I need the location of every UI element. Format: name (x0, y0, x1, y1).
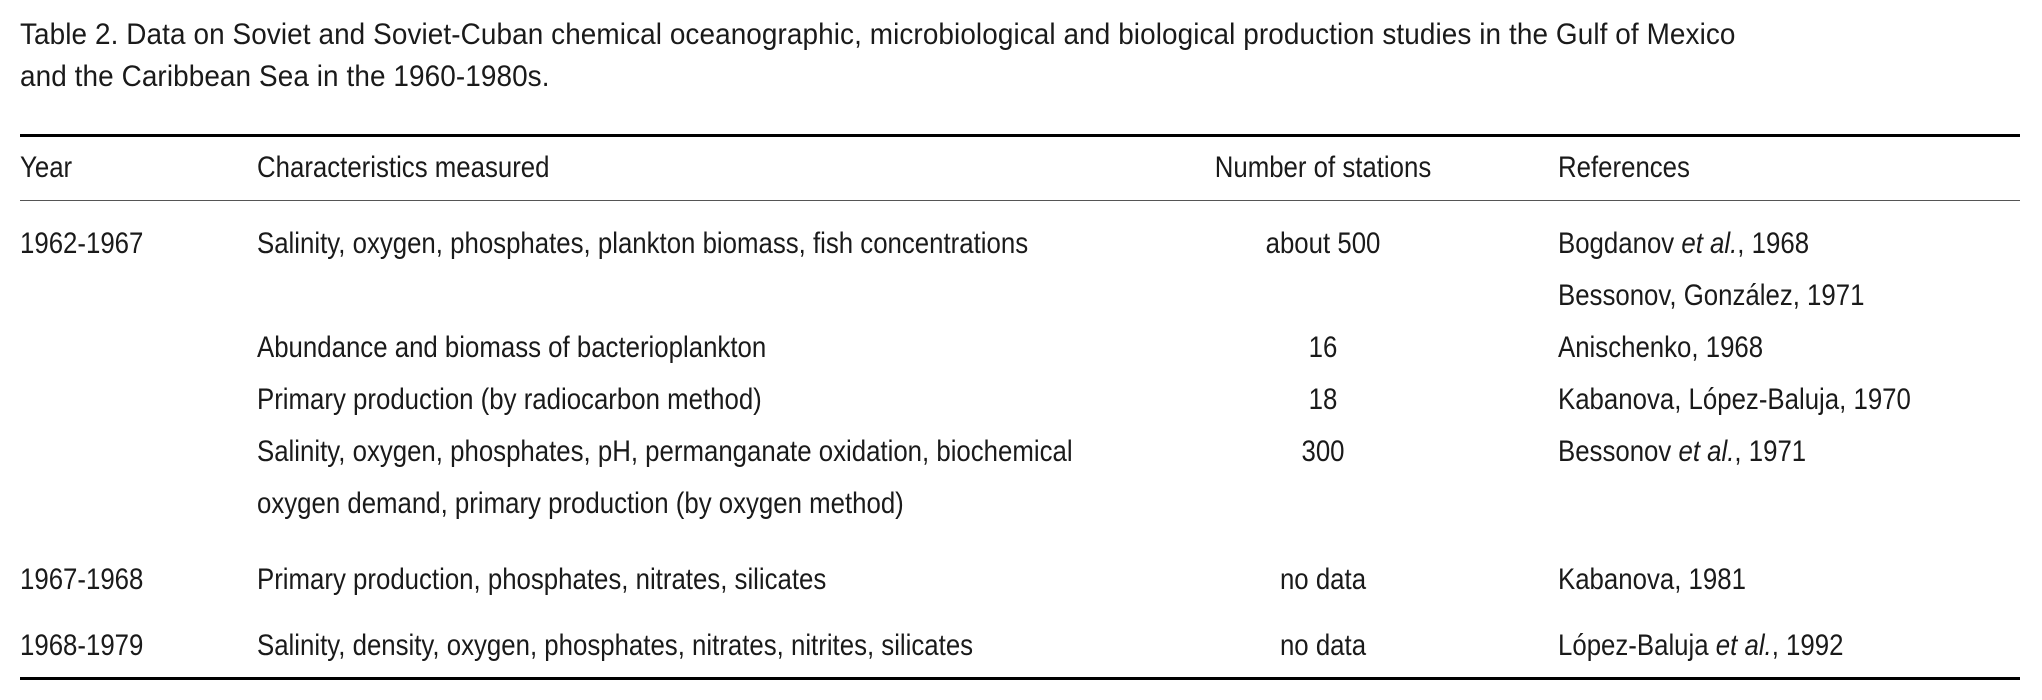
header-stations: Number of stations (1214, 151, 1432, 184)
row-5-stations: no data (1279, 563, 1367, 596)
row-2-stations: 16 (1308, 331, 1338, 364)
header-characteristics: Characteristics measured (257, 151, 550, 184)
row-6-characteristics: Salinity, density, oxygen, phosphates, nitrates, nitrites, silicates (257, 629, 974, 662)
header-year: Year (20, 151, 73, 184)
row-3-stations: 18 (1308, 383, 1338, 416)
row-1-reference-1: Bogdanov et al., 1968 (1558, 227, 1810, 260)
caption-line-2: and the Caribbean Sea in the 1960-1980s. (20, 60, 550, 93)
table-bottom-rule (20, 677, 2020, 680)
row-4-reference: Bessonov et al., 1971 (1558, 435, 1807, 468)
row-6-stations: no data (1279, 629, 1367, 662)
row-1-reference-2: Bessonov, González, 1971 (1558, 279, 1865, 312)
row-4-characteristics-line-2: oxygen demand, primary production (by oxygen method) (257, 487, 904, 520)
row-3-characteristics: Primary production (by radiocarbon method) (257, 383, 762, 416)
row-1-stations: about 500 (1265, 227, 1381, 260)
row-2-characteristics: Abundance and biomass of bacterioplankton (257, 331, 767, 364)
row-5-characteristics: Primary production, phosphates, nitrates, silicates (257, 563, 827, 596)
row-4-stations: 300 (1301, 435, 1345, 468)
caption-line-1: Table 2. Data on Soviet and Soviet-Cuban chemical oceanographic, microbiological and biological production studies in the Gulf of Mexico (20, 18, 1736, 51)
row-5-reference: Kabanova, 1981 (1558, 563, 1746, 596)
header-references: References (1558, 151, 1690, 184)
table-header-rule (20, 200, 2020, 201)
row-6-year: 1968-1979 (20, 629, 144, 662)
table-top-rule (20, 134, 2020, 137)
row-5-year: 1967-1968 (20, 563, 144, 596)
row-2-reference: Anischenko, 1968 (1558, 331, 1764, 364)
row-3-reference: Kabanova, López-Baluja, 1970 (1558, 383, 1911, 416)
row-6-reference: López-Baluja et al., 1992 (1558, 629, 1844, 662)
row-4-characteristics-line-1: Salinity, oxygen, phosphates, pH, permanganate oxidation, biochemical (257, 435, 1073, 468)
table-caption (20, 14, 1889, 98)
row-1-year: 1962-1967 (20, 227, 144, 260)
row-1-characteristics: Salinity, oxygen, phosphates, plankton biomass, fish concentrations (257, 227, 1029, 260)
